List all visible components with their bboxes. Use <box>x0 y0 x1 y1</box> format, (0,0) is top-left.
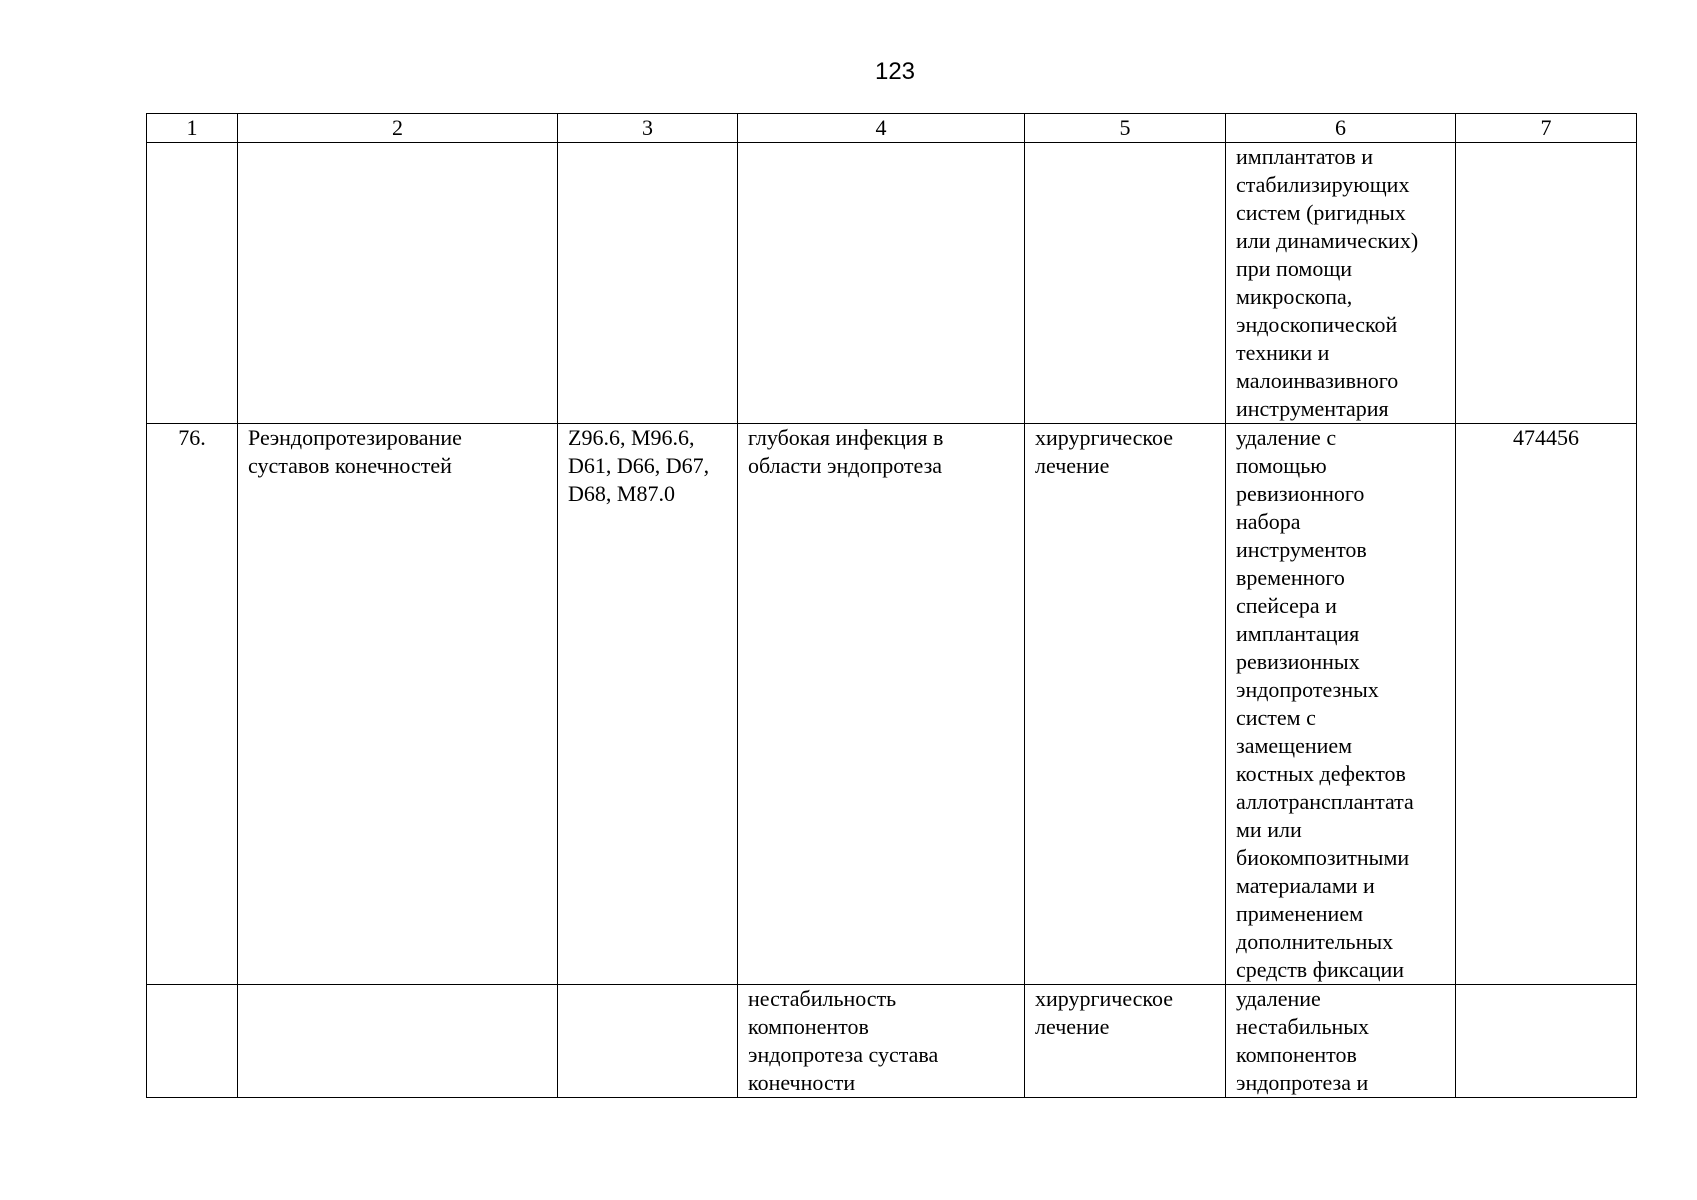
row-number-cell <box>147 985 238 1098</box>
price-cell: 474456 <box>1456 424 1637 985</box>
table-header-row <box>147 114 1637 143</box>
care-type-cell: Реэндопротезирование суставов конечностей <box>238 424 558 985</box>
treatment-type-cell <box>1025 143 1226 424</box>
column-number-7: 7 <box>1456 114 1637 143</box>
diagnosis-codes-cell <box>558 985 738 1098</box>
medical-care-table <box>146 113 1637 1098</box>
treatment-type-cell: хирургическое лечение <box>1025 985 1226 1098</box>
column-number-2: 2 <box>238 114 558 143</box>
diagnosis-codes-cell: Z96.6, M96.6, D61, D66, D67, D68, M87.0 <box>558 424 738 985</box>
price-cell <box>1456 985 1637 1098</box>
column-number-3: 3 <box>558 114 738 143</box>
column-number-4: 4 <box>738 114 1025 143</box>
patient-model-cell: глубокая инфекция в области эндопротеза <box>738 424 1025 985</box>
treatment-method-cell: удаление нестабильных компонентов эндопротеза и <box>1226 985 1456 1098</box>
treatment-method-cell: имплантатов и стабилизирующих систем (ригидных или динамических) при помощи микроскопа, эндоскопической техники и малоинвазивного инструментария <box>1226 143 1456 424</box>
row-number-cell <box>147 143 238 424</box>
table-row <box>147 143 1637 424</box>
care-type-cell <box>238 143 558 424</box>
patient-model-cell <box>738 143 1025 424</box>
table-row <box>147 424 1637 985</box>
column-number-5: 5 <box>1025 114 1226 143</box>
row-number-cell: 76. <box>147 424 238 985</box>
treatment-type-cell: хирургическое лечение <box>1025 424 1226 985</box>
treatment-method-cell: удаление с помощью ревизионного набора инструментов временного спейсера и имплантация ревизионных эндопротезных систем с замещением костных дефектов аллотрансплантата ми или биокомпозитными материалами и применением дополнительных средств фиксации <box>1226 424 1456 985</box>
table-row <box>147 985 1637 1098</box>
page-number: 123 <box>874 58 916 85</box>
column-number-6: 6 <box>1226 114 1456 143</box>
column-number-1: 1 <box>147 114 238 143</box>
care-type-cell <box>238 985 558 1098</box>
diagnosis-codes-cell <box>558 143 738 424</box>
patient-model-cell: нестабильность компонентов эндопротеза сустава конечности <box>738 985 1025 1098</box>
price-cell <box>1456 143 1637 424</box>
